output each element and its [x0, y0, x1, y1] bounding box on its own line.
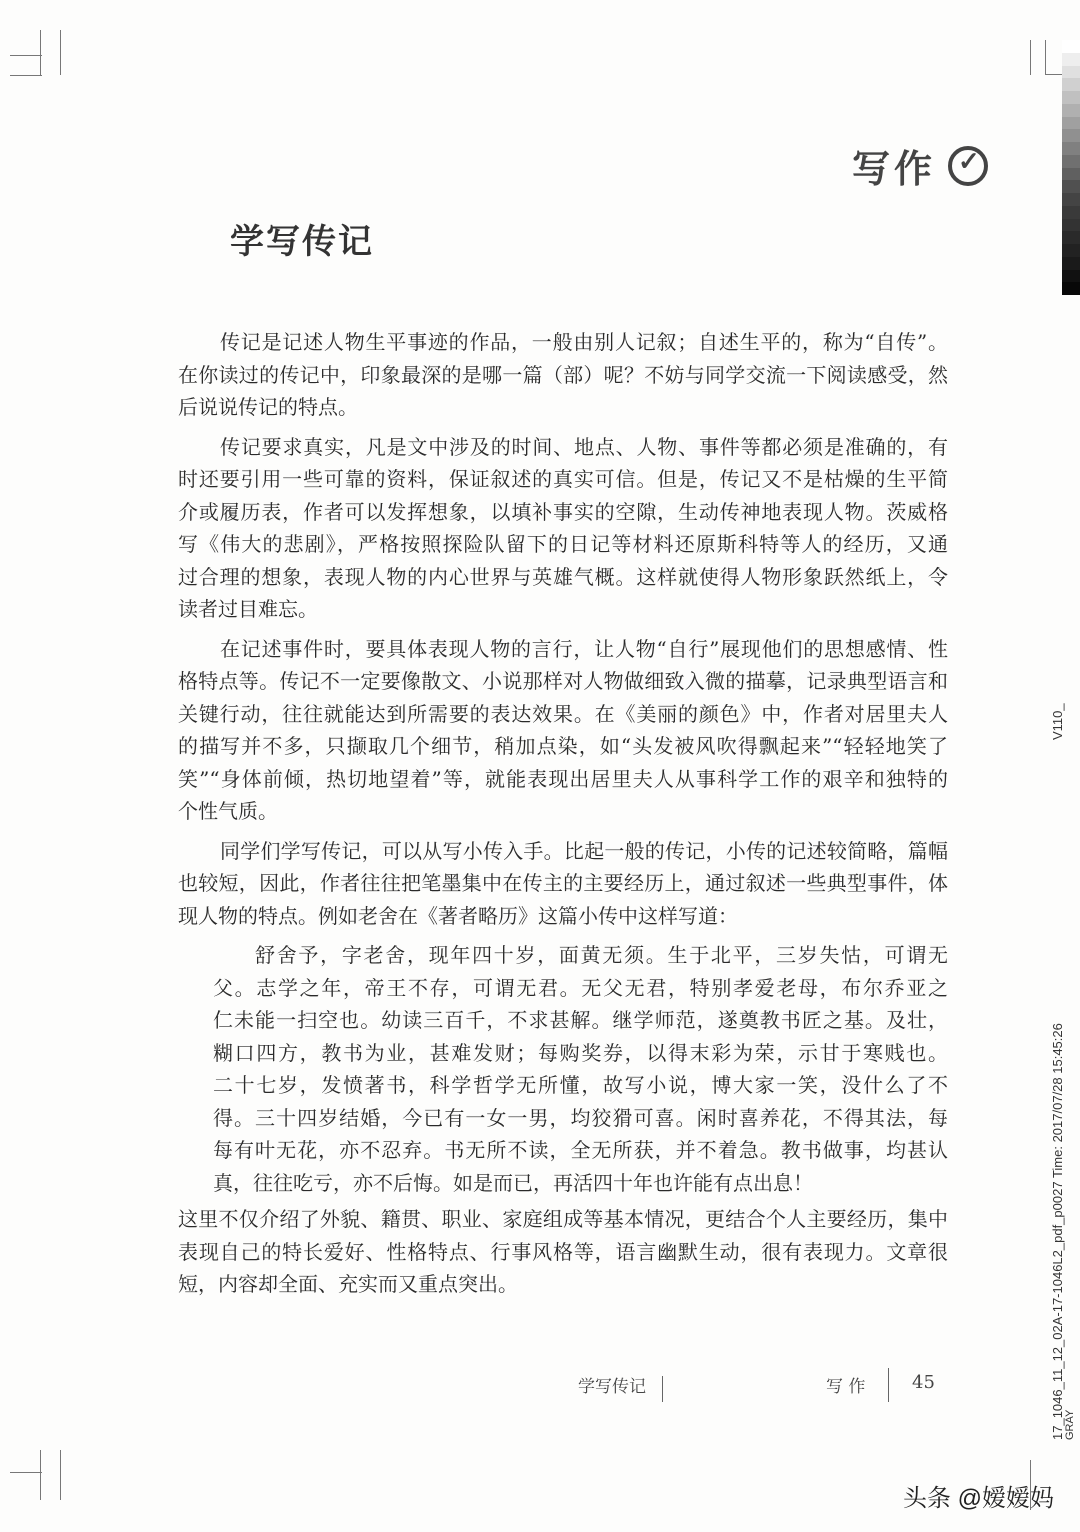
writing-section-icon [948, 146, 988, 186]
paragraph [178, 835, 948, 933]
print-info [1050, 1023, 1075, 1440]
crop-mark [10, 1472, 42, 1473]
text-line: 在你读过的传记中，印象最深的是哪一篇（部）呢？不妨与同学交流一下阅读感受，然 [178, 362, 948, 387]
crop-mark [40, 30, 41, 75]
text-line: 传记是记述人物生平事迹的作品，一般由别人记叙；自述生平的，称为“自传”。 [220, 330, 948, 354]
page-number: 45 [912, 1372, 935, 1393]
paragraph [178, 326, 948, 424]
footer-divider [662, 1376, 663, 1402]
section-header-text: 写作 [852, 146, 937, 191]
print-code: V110_ [1050, 703, 1065, 740]
text-line: 表现自己的特长爱好、性格特点、行事风格等，语言幽默生动，很有表现力。文章很 [178, 1239, 948, 1264]
section-header [852, 138, 988, 193]
crop-mark [60, 1450, 61, 1500]
text-line: 这里不仅介绍了外貌、籍贯、职业、家庭组成等基本情况，更结合个人主要经历，集中 [178, 1207, 948, 1231]
text-line: 得。三十四岁结婚，今已有一女一男，均狡猾可喜。闲时喜养花，不得其法，每 [213, 1105, 948, 1130]
crop-mark [10, 55, 42, 56]
text-line: 每有叶无花，亦不忍弃。书无所不读，全无所获，并不着急。教书做事，均甚认 [213, 1138, 948, 1162]
text-line: 个性气质。 [178, 799, 278, 823]
quote-block [178, 939, 948, 1199]
body-text [178, 326, 948, 1308]
text-line: 时还要引用一些可靠的资料，保证叙述的真实可信。但是，传记又不是枯燥的生平简 [178, 467, 948, 491]
text-line: 介或履历表，作者可以发挥想象，以填补事实的空隙，生动传神地表现人物。茨威格 [178, 499, 948, 524]
footer-divider [888, 1368, 889, 1402]
grayscale-bar [1062, 40, 1080, 295]
crop-mark [1045, 40, 1046, 75]
text-line: 短，内容却全面、充实而又重点突出。 [178, 1272, 518, 1296]
crop-mark [10, 75, 42, 76]
crop-mark [40, 1450, 41, 1500]
text-line: 传记要求真实，凡是文中涉及的时间、地点、人物、事件等都必须是准确的，有 [220, 434, 948, 459]
text-line: 父。志学之年，帝王不存，可谓无君。无父无君，特别孝爱老母，布尔乔亚之 [213, 975, 948, 1000]
text-line: 的描写并不多，只撷取几个细节，稍加点染，如“头发被风吹得飘起来”“轻轻地笑了 [178, 734, 948, 758]
print-info-text: 17_1046_11_12_02A-17-1046L2_pdf_p0027 Time: 2017/07/28 15:45:26 [1050, 1023, 1065, 1440]
footer-chapter: 学写传记 [578, 1377, 646, 1397]
text-line: 仁未能一扫空也。幼读三百千，不求甚解。继学师范，遂奠教书匠之基。及壮， [213, 1008, 948, 1032]
text-line: 关键行动，往往就能达到所需要的表达效果。在《美丽的颜色》中，作者对居里夫人 [178, 701, 948, 726]
paragraph [178, 1203, 948, 1301]
text-line: 后说说传记的特点。 [178, 395, 358, 419]
text-line: 格特点等。传记不一定要像散文、小说那样对人物做细致入微的描摹，记录典型语言和 [178, 669, 948, 693]
paragraph [178, 431, 948, 626]
text-line: 二十七岁，发愤著书，科学哲学无所懂，故写小说，博大家一笑，没什么了不 [213, 1073, 948, 1097]
crop-mark [60, 30, 61, 75]
text-line: 也较短，因此，作者往往把笔墨集中在传主的主要经历上，通过叙述一些典型事件，体 [178, 871, 948, 895]
footer-section: 写 作 [826, 1377, 866, 1397]
paragraph [178, 633, 948, 828]
text-line: 同学们学写传记，可以从写小传入手。比起一般的传记，小传的记述较简略，篇幅 [220, 838, 948, 863]
text-line: 读者过目难忘。 [178, 597, 318, 621]
crop-mark [1030, 40, 1031, 75]
text-line: 真，往往吃亏，亦不后悔。如是而已，再活四十年也许能有点出息！ [213, 1170, 813, 1195]
text-line: 糊口四方，教书为业，甚难发财；每购奖券，以得末彩为荣，示甘于寒贱也。 [213, 1040, 948, 1065]
text-line: 笑”“身体前倾，热切地望着”等，就能表现出居里夫人从事科学工作的艰辛和独特的 [178, 766, 948, 791]
text-line: 现人物的特点。例如老舍在《著者略历》这篇小传中这样写道： [178, 903, 738, 928]
watermark: 头条 @嫒嫒妈 [902, 1485, 1054, 1512]
text-line: 过合理的想象，表现人物的内心世界与英雄气概。这样就使得人物形象跃然纸上，令 [178, 564, 948, 589]
page-title: 学写传记 [230, 222, 374, 262]
text-line: 在记述事件时，要具体表现人物的言行，让人物“自行”展现他们的思想感情、性 [220, 636, 948, 661]
text-line: 舒舍予，字老舍，现年四十岁，面黄无须。生于北平，三岁失怙，可谓无 [255, 943, 948, 967]
print-gray-label: GRAY [1064, 1409, 1076, 1440]
text-line: 写《伟大的悲剧》，严格按照探险队留下的日记等材料还原斯科特等人的经历，又通 [178, 532, 948, 556]
